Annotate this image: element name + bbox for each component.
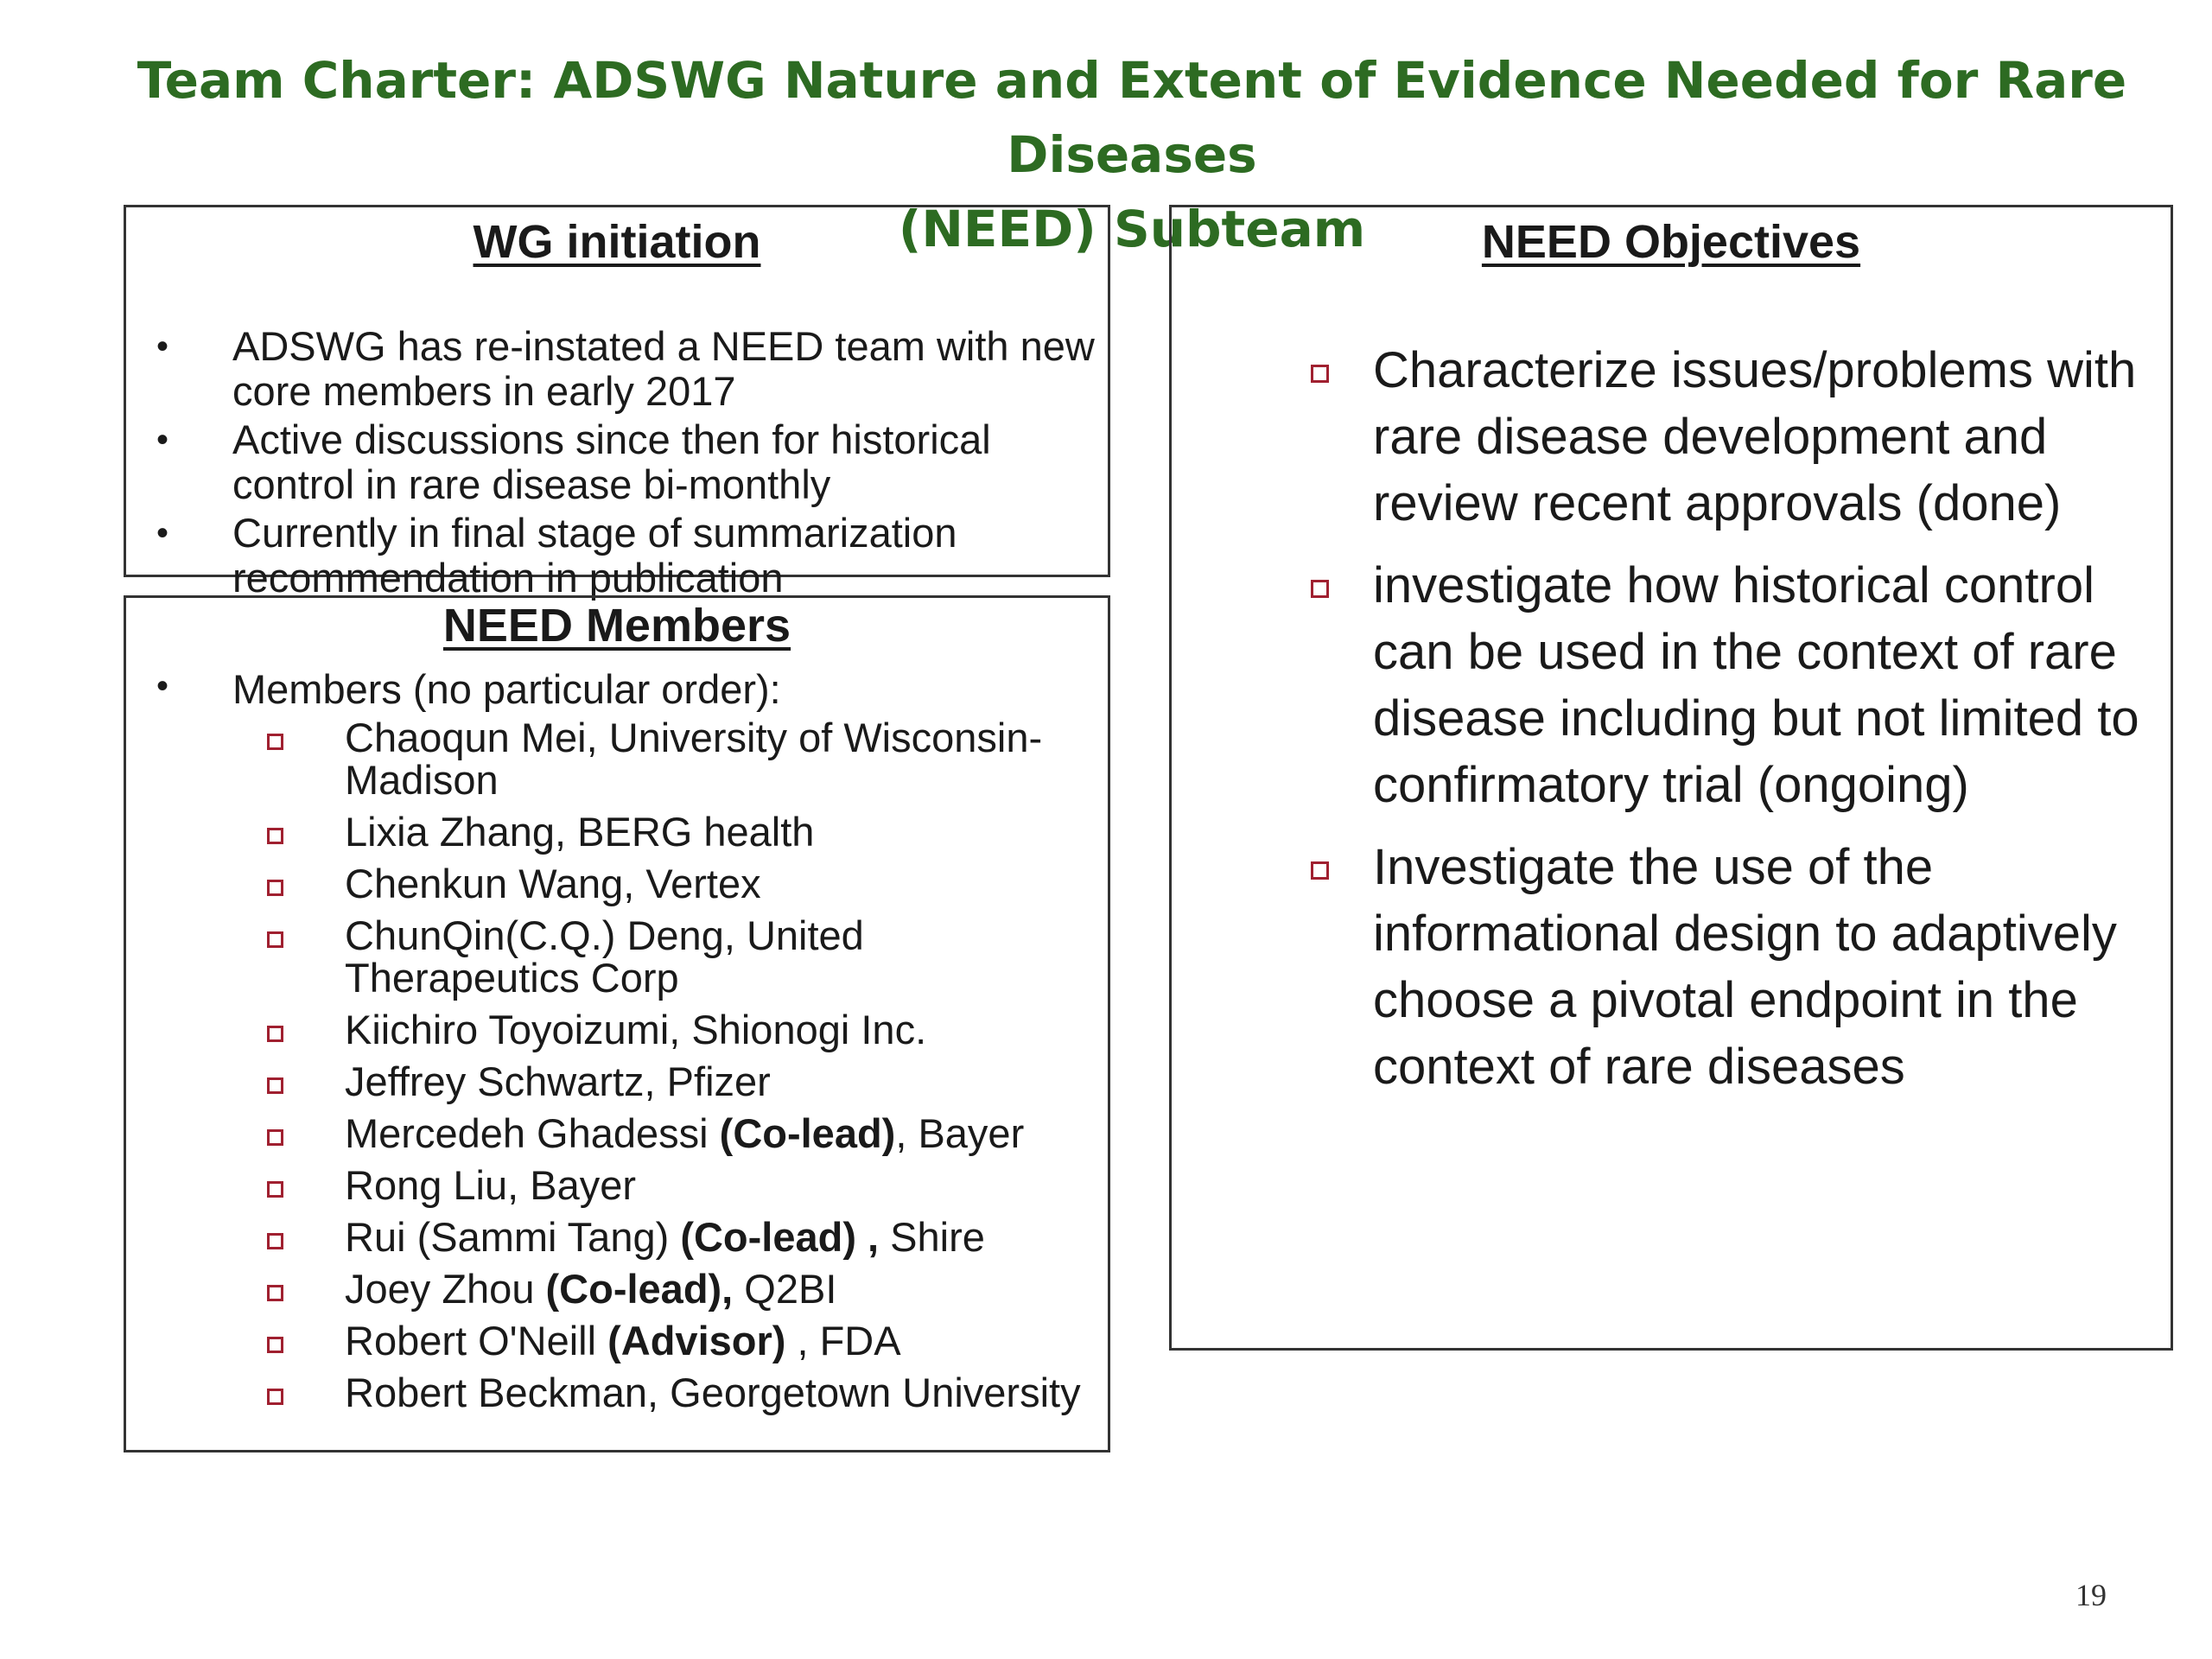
member-item: Chenkun Wang, Vertex [345, 862, 1105, 905]
need-objectives-heading: NEED Objectives [1481, 216, 1861, 268]
list-item: • Active discussions since then for historical control in rare disease bi-monthly [156, 416, 991, 507]
member-item: Kiichiro Toyoizumi, Shionogi Inc. [345, 1008, 1105, 1051]
checkbox-bullet-icon [267, 734, 283, 750]
member-item: Joey Zhou (Co-lead), Q2BI [345, 1268, 1105, 1310]
member-item: ChunQin(C.Q.) Deng, United Therapeutics Corp [345, 914, 1105, 999]
objectives-list [1373, 337, 2151, 1116]
bullet-dot-icon: • [156, 327, 169, 365]
page-number: 19 [2075, 1578, 2107, 1612]
wg-initiation-heading: WG initiation [473, 216, 761, 268]
checkbox-bullet-icon [267, 1233, 283, 1249]
checkbox-bullet-icon [267, 880, 283, 896]
bullet-dot-icon: • [156, 667, 169, 705]
checkbox-bullet-icon [267, 931, 283, 948]
wg-initiation-list [156, 323, 1096, 604]
list-item: • ADSWG has re-instated a NEED team with new core members in early 2017 [156, 323, 1095, 414]
checkbox-bullet-icon [1311, 365, 1329, 383]
members-lead: • Members (no particular order): [156, 666, 781, 712]
checkbox-bullet-icon [267, 1285, 283, 1301]
member-item: Robert Beckman, Georgetown University [345, 1371, 1105, 1414]
wg-initiation-box [124, 205, 1110, 601]
objective-item: Investigate the use of the informational design to adaptively choose a pivotal endpoint in the context of rare diseases [1373, 834, 2151, 1100]
members-list [345, 716, 1105, 1423]
member-item: Lixia Zhang, BERG health [345, 810, 1105, 853]
checkbox-bullet-icon [267, 828, 283, 844]
checkbox-bullet-icon [267, 1129, 283, 1146]
objective-item: investigate how historical control can be used in the context of rare disease including but not limited to confirmatory trial (ongoing) [1373, 552, 2151, 818]
list-item: • Currently in final stage of summarization recommendation in publication [156, 510, 957, 601]
member-item: Chaoqun Mei, University of Wisconsin-Madison [345, 716, 1105, 801]
need-objectives-box [1169, 205, 2173, 1351]
member-item: Jeffrey Schwartz, Pfizer [345, 1060, 1105, 1103]
need-members-box [124, 595, 1110, 1452]
checkbox-bullet-icon [267, 1389, 283, 1405]
checkbox-bullet-icon [267, 1026, 283, 1042]
bullet-dot-icon: • [156, 514, 169, 552]
checkbox-bullet-icon [1311, 861, 1329, 880]
checkbox-bullet-icon [1311, 580, 1329, 598]
member-item: Mercedeh Ghadessi (Co-lead), Bayer [345, 1112, 1105, 1154]
objective-item: Characterize issues/problems with rare disease development and review recent approvals (done) [1373, 337, 2151, 537]
checkbox-bullet-icon [267, 1337, 283, 1353]
slide-title-line-1: Team Charter: ADSWG Nature and Extent of Evidence Needed for Rare Diseases [137, 51, 2127, 184]
need-members-heading: NEED Members [442, 600, 791, 652]
slide-title-line-2: (NEED) Subteam [898, 200, 1366, 258]
checkbox-bullet-icon [267, 1077, 283, 1094]
member-item: Rui (Sammi Tang) (Co-lead) , Shire [345, 1216, 1105, 1258]
member-item: Rong Liu, Bayer [345, 1164, 1105, 1206]
member-item: Robert O'Neill (Advisor) , FDA [345, 1319, 1105, 1362]
bullet-dot-icon: • [156, 421, 169, 459]
checkbox-bullet-icon [267, 1181, 283, 1198]
